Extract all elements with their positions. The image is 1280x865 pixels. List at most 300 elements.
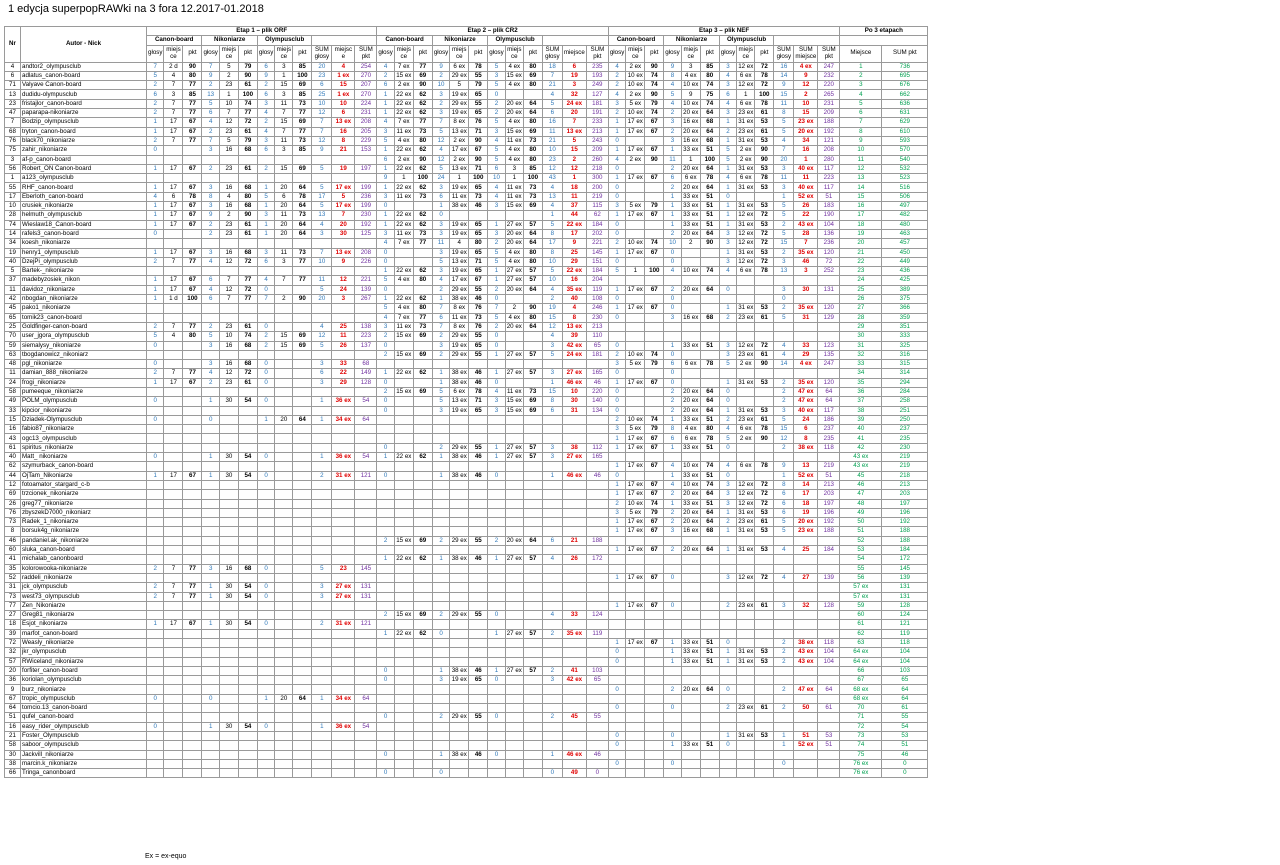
cell-e3: 0 <box>719 387 736 396</box>
cell-e2: 213 <box>586 322 608 331</box>
cell-e2: 1 <box>542 378 562 387</box>
cell-e2: 172 <box>586 555 608 564</box>
cell-e1: 20 <box>275 202 293 211</box>
cell-e3 <box>719 295 736 304</box>
cell-e3 <box>700 378 719 387</box>
cell-e3: 64 <box>818 397 840 406</box>
cell-e2 <box>394 704 413 713</box>
cell-e1 <box>147 239 164 248</box>
cell-e2: 80 <box>523 81 542 90</box>
cell-e1 <box>164 462 183 471</box>
cell-e1: 67 <box>183 164 202 173</box>
cell-e1 <box>355 490 377 499</box>
cell-e2 <box>562 499 586 508</box>
cell-e3: 46 <box>794 257 818 266</box>
cell-e2: 260 <box>586 155 608 164</box>
cell-e1 <box>332 480 355 489</box>
cell-e1: 2 <box>202 378 219 387</box>
cell-e2: 3 <box>432 220 449 229</box>
cell-e3: 74 <box>645 415 664 424</box>
cell-e1 <box>332 462 355 471</box>
cell-e1 <box>164 155 183 164</box>
cell-e1: 1 <box>147 183 164 192</box>
cell-e2 <box>505 750 523 759</box>
cell-e1: 17 <box>164 183 183 192</box>
cell-e1 <box>275 387 293 396</box>
header-autor: Autor - Nick <box>21 27 147 63</box>
cell-e1 <box>257 769 274 778</box>
cell-e1 <box>202 239 219 248</box>
cell-e3: 3 <box>719 109 736 118</box>
cell-author: damian_888_nikoniarze <box>21 369 147 378</box>
cell-e3: 4 <box>774 136 794 145</box>
cell-e2 <box>450 694 469 703</box>
cell-e1: 2 <box>312 471 332 480</box>
cell-e1 <box>164 704 183 713</box>
cell-e2: 6 ex <box>450 62 469 71</box>
cell-e1 <box>147 174 164 183</box>
cell-e3: 6 <box>774 499 794 508</box>
cell-e3 <box>608 322 625 331</box>
cell-e1: 10 <box>219 332 238 341</box>
cell-e3: 2 <box>608 109 625 118</box>
cell-e1 <box>164 443 183 452</box>
cell-e1: 1 <box>312 694 332 703</box>
table-row <box>5 434 928 443</box>
cell-final-place: 27 <box>840 304 882 313</box>
cell-e1 <box>293 759 312 768</box>
cell-author: rafels3_canon-board <box>21 229 147 238</box>
cell-e3 <box>774 611 794 620</box>
cell-final-place: 62 <box>840 629 882 638</box>
cell-e2 <box>450 704 469 713</box>
cell-e2: 19 ex <box>451 248 467 256</box>
cell-e1 <box>202 174 219 183</box>
cell-e1: 4 <box>147 192 164 201</box>
cell-e1 <box>147 490 164 499</box>
cell-e1 <box>312 555 332 564</box>
cell-author: user_jgora_olympusclub <box>21 332 147 341</box>
cell-e1: 10 <box>312 99 332 108</box>
cell-e1: 5 <box>147 332 164 341</box>
cell-e1 <box>293 155 312 164</box>
cell-e3: 183 <box>818 202 840 211</box>
cell-e3: 2 <box>774 220 794 229</box>
cell-e1: 90 <box>293 295 312 304</box>
cell-e1 <box>164 425 183 434</box>
cell-e3: 100 <box>700 155 719 164</box>
cell-e1 <box>183 611 202 620</box>
cell-e3 <box>737 722 755 731</box>
cell-e3 <box>626 136 645 145</box>
cell-e3 <box>626 276 645 285</box>
cell-e2: 41 <box>562 666 586 675</box>
cell-e3: 2 <box>664 164 681 173</box>
cell-e1 <box>293 480 312 489</box>
cell-e2 <box>523 295 542 304</box>
cell-e2: 7 <box>432 304 449 313</box>
cell-e2: 57 <box>523 555 542 564</box>
cell-e2: 5 <box>542 220 562 229</box>
cell-e3: 20 ex <box>683 685 699 693</box>
cell-e3: 4 <box>774 341 794 350</box>
cell-author: RHF_canon-board <box>21 183 147 192</box>
cell-e2 <box>413 601 432 610</box>
cell-e3: 5 ex <box>626 202 645 211</box>
cell-e1: 0 <box>257 453 274 462</box>
cell-e2 <box>505 341 523 350</box>
cell-e2: 0 <box>432 211 449 220</box>
cell-e1: 54 <box>355 453 377 462</box>
cell-e3 <box>794 713 818 722</box>
cell-e1 <box>147 611 164 620</box>
cell-e2: 4 <box>542 611 562 620</box>
header-sum-glosy: SUM głosy <box>312 45 332 62</box>
cell-e1: 3 <box>202 202 219 211</box>
cell-e1: 67 <box>183 202 202 211</box>
cell-e1: 1 <box>147 220 164 229</box>
cell-e2: 31 <box>562 406 586 415</box>
cell-e3: 5 ex <box>626 360 645 369</box>
cell-e3: 0 <box>664 304 681 313</box>
cell-e2: 3 <box>542 341 562 350</box>
cell-e2: 15 <box>562 146 586 155</box>
cell-e1 <box>355 313 377 322</box>
cell-e2 <box>586 648 608 657</box>
cell-e3: 53 <box>755 118 774 127</box>
cell-e3: 5 <box>719 434 736 443</box>
cell-e3: 85 <box>700 62 719 71</box>
cell-e3 <box>681 676 700 685</box>
cell-e1 <box>202 731 219 740</box>
cell-e2: 0 <box>377 676 394 685</box>
cell-author: tryton_canon-board <box>21 127 147 136</box>
cell-e1: 270 <box>355 90 377 99</box>
cell-e2: 108 <box>586 295 608 304</box>
cell-e3: 79 <box>645 508 664 517</box>
cell-e1 <box>219 518 238 527</box>
cell-e3: 3 <box>681 62 700 71</box>
header-pkt: pkt <box>645 45 664 62</box>
cell-e3: 61 <box>755 127 774 136</box>
cell-e3 <box>700 573 719 582</box>
cell-e2: 15 <box>542 313 562 322</box>
cell-e2: 71 <box>469 397 488 406</box>
cell-e2 <box>432 583 449 592</box>
cell-e3: 0 <box>664 350 681 359</box>
cell-e1: 30 <box>219 620 238 629</box>
footnote: Ex = ex-equo <box>145 853 187 860</box>
cell-author: greg77_nikoniarze <box>21 499 147 508</box>
cell-e2: 127 <box>586 90 608 99</box>
cell-e3 <box>737 592 755 601</box>
cell-e1: 13 ex <box>332 118 355 127</box>
cell-e2 <box>523 341 542 350</box>
cell-final-place: 73 <box>840 731 882 740</box>
cell-e1: 31 ex <box>332 620 355 629</box>
cell-e2 <box>562 685 586 694</box>
cell-final-points: 523 <box>882 174 928 183</box>
cell-e1 <box>275 397 293 406</box>
cell-e1 <box>257 434 274 443</box>
cell-e3 <box>645 731 664 740</box>
cell-e2 <box>542 694 562 703</box>
cell-e3 <box>645 341 664 350</box>
cell-final-points: 325 <box>882 341 928 350</box>
cell-e2 <box>469 741 488 750</box>
cell-e1 <box>257 443 274 452</box>
cell-e3: 1 <box>664 443 681 452</box>
cell-final-points: 695 <box>882 71 928 80</box>
cell-author: Jackvill_nikoniarze <box>21 750 147 759</box>
cell-e1: 192 <box>355 220 377 229</box>
cell-e3: 0 <box>608 657 625 666</box>
cell-e3 <box>626 722 645 731</box>
cell-e3: 31 ex <box>738 164 754 172</box>
cell-e2: 46 ex <box>562 750 586 759</box>
cell-e3 <box>719 536 736 545</box>
cell-e2 <box>394 685 413 694</box>
cell-e3: 72 <box>755 229 774 238</box>
cell-e1: 1 d <box>164 295 183 304</box>
cell-e2: 69 <box>523 202 542 211</box>
cell-e1 <box>183 676 202 685</box>
cell-e1 <box>257 741 274 750</box>
cell-e1 <box>312 443 332 452</box>
cell-e3: 1 <box>719 202 736 211</box>
cell-e1 <box>219 704 238 713</box>
cell-e2 <box>505 648 523 657</box>
cell-e2: 46 <box>586 471 608 480</box>
cell-e2 <box>469 462 488 471</box>
cell-e2 <box>562 546 586 555</box>
cell-e3: 10 ex <box>627 499 643 507</box>
cell-e1: 61 <box>238 322 257 331</box>
cell-e2 <box>586 741 608 750</box>
cell-e1: 230 <box>355 211 377 220</box>
cell-e2: 100 <box>523 174 542 183</box>
cell-e2 <box>562 722 586 731</box>
cell-e1 <box>355 685 377 694</box>
cell-e1 <box>219 573 238 582</box>
cell-e2 <box>542 722 562 731</box>
cell-e1 <box>275 611 293 620</box>
cell-e1 <box>293 704 312 713</box>
cell-e3: 17 ex <box>627 443 643 451</box>
cell-e2 <box>505 90 523 99</box>
cell-e1: 0 <box>257 397 274 406</box>
cell-e3 <box>681 592 700 601</box>
cell-e3: 2 <box>681 239 700 248</box>
cell-e3: 0 <box>608 313 625 322</box>
cell-e1: 30 <box>219 583 238 592</box>
cell-e3: 33 ex <box>683 220 699 228</box>
cell-e2 <box>432 741 449 750</box>
cell-e1: 3 <box>312 229 332 238</box>
cell-author: kolorowooka-nikoniarze <box>21 564 147 573</box>
cell-e3: 5 <box>774 202 794 211</box>
cell-e2 <box>394 527 413 536</box>
cell-e3 <box>818 322 840 331</box>
cell-e3: 51 <box>700 220 719 229</box>
cell-e2 <box>505 620 523 629</box>
cell-e2 <box>488 434 505 443</box>
cell-e1: 3 <box>257 99 274 108</box>
cell-e1: 3 <box>275 146 293 155</box>
cell-e1: 30 <box>332 229 355 238</box>
cell-e2 <box>523 332 542 341</box>
cell-e1 <box>355 573 377 582</box>
cell-e1 <box>312 387 332 396</box>
cell-e2 <box>505 499 523 508</box>
cell-e2 <box>377 592 394 601</box>
cell-e3: 0 <box>664 295 681 304</box>
cell-e1 <box>183 666 202 675</box>
cell-e3 <box>719 583 736 592</box>
cell-final-points: 51 <box>882 741 928 750</box>
cell-e3: 53 <box>755 202 774 211</box>
table-row <box>5 759 928 768</box>
cell-e2 <box>469 360 488 369</box>
cell-e2: 38 <box>562 443 586 452</box>
cell-e3: 28 <box>794 229 818 238</box>
cell-e2 <box>505 685 523 694</box>
cell-e2 <box>377 694 394 703</box>
cell-e3 <box>681 295 700 304</box>
cell-e2 <box>523 508 542 517</box>
cell-nr: 52 <box>5 573 21 582</box>
cell-e1 <box>183 443 202 452</box>
cell-e2 <box>432 620 449 629</box>
cell-e3: 11 <box>794 174 818 183</box>
cell-e2 <box>542 704 562 713</box>
cell-e2 <box>542 425 562 434</box>
table-row <box>5 694 928 703</box>
cell-e2: 19 ex <box>451 90 467 98</box>
cell-e3: 2 <box>664 229 681 238</box>
cell-e2: 4 <box>450 239 469 248</box>
cell-author: af-p_canon-board <box>21 155 147 164</box>
cell-e3: 67 <box>645 443 664 452</box>
cell-nr: 3 <box>5 155 21 164</box>
cell-e3: 220 <box>818 81 840 90</box>
cell-final-place: 25 <box>840 285 882 294</box>
cell-e2: 0 <box>488 341 505 350</box>
cell-e2: 1 <box>432 666 449 675</box>
table-row <box>5 211 928 220</box>
cell-e2: 2 <box>432 611 449 620</box>
cell-e3: 20 ex <box>683 127 699 135</box>
cell-e1 <box>219 546 238 555</box>
cell-e3: 68 <box>700 313 719 322</box>
cell-e1 <box>147 313 164 322</box>
cell-e3: 64 <box>818 685 840 694</box>
cell-e1: 34 ex <box>332 415 355 424</box>
cell-e2: 11 <box>432 239 449 248</box>
cell-e3: 6 ex <box>737 71 755 80</box>
header-pkt: pkt <box>523 45 542 62</box>
cell-e1 <box>312 462 332 471</box>
cell-e2 <box>488 499 505 508</box>
cell-final-points: 131 <box>882 592 928 601</box>
cell-e1 <box>293 592 312 601</box>
cell-e3: 78 <box>755 425 774 434</box>
cell-e2: 11 ex <box>450 192 469 201</box>
header-miejsce: miejs ce <box>219 45 238 62</box>
cell-nr: 16 <box>5 425 21 434</box>
cell-e2: 62 <box>413 183 432 192</box>
cell-final-place: 14 <box>840 183 882 192</box>
cell-e1 <box>164 722 183 731</box>
cell-e1 <box>238 155 257 164</box>
cell-e3: 2 <box>608 239 625 248</box>
cell-e3: 33 ex <box>683 415 699 423</box>
cell-e2: 80 <box>413 136 432 145</box>
cell-e2 <box>450 657 469 666</box>
cell-e2: 3 <box>488 229 505 238</box>
cell-e3 <box>755 713 774 722</box>
cell-e3 <box>818 722 840 731</box>
cell-e3 <box>608 722 625 731</box>
cell-e2 <box>377 527 394 536</box>
cell-e3 <box>681 536 700 545</box>
cell-e1: 2 <box>147 136 164 145</box>
cell-e1: 77 <box>238 295 257 304</box>
cell-e2 <box>413 471 432 480</box>
cell-e2 <box>505 564 523 573</box>
cell-e3: 3 <box>719 499 736 508</box>
cell-e2: 77 <box>413 118 432 127</box>
cell-e3: 10 ex <box>627 239 643 247</box>
cell-final-points: 219 <box>882 453 928 462</box>
cell-e3 <box>681 276 700 285</box>
cell-e2: 1 <box>542 750 562 759</box>
cell-e2 <box>562 360 586 369</box>
header-pkt: pkt <box>413 45 432 62</box>
cell-e3: 120 <box>818 304 840 313</box>
cell-e3: 20 ex <box>683 229 699 237</box>
cell-e2 <box>523 546 542 555</box>
cell-e2: 1 <box>377 90 394 99</box>
cell-e2 <box>505 295 523 304</box>
cell-e3: 16 ex <box>683 118 699 126</box>
cell-e3: 5 ex <box>626 508 645 517</box>
cell-e3: 6 ex <box>737 99 755 108</box>
header-sum-pkt: SUM pkt <box>818 45 840 62</box>
cell-e1: 4 <box>164 71 183 80</box>
cell-e3: 2 <box>664 127 681 136</box>
cell-e2 <box>450 564 469 573</box>
cell-e3: 4 <box>774 350 794 359</box>
cell-e2: 6 <box>377 155 394 164</box>
cell-e3: 67 <box>645 248 664 257</box>
cell-e1 <box>238 759 257 768</box>
cell-e1 <box>275 546 293 555</box>
cell-e1 <box>164 713 183 722</box>
cell-e3: 24 <box>794 415 818 424</box>
cell-e3: 53 <box>755 378 774 387</box>
cell-e1 <box>219 174 238 183</box>
cell-e3 <box>700 276 719 285</box>
cell-e2 <box>377 601 394 610</box>
cell-e1 <box>147 685 164 694</box>
cell-e2 <box>542 546 562 555</box>
cell-e3: 51 <box>818 192 840 201</box>
cell-e3: 20 ex <box>683 508 699 516</box>
cell-e2: 73 <box>469 313 488 322</box>
cell-e3 <box>794 453 818 462</box>
cell-e1 <box>202 639 219 648</box>
